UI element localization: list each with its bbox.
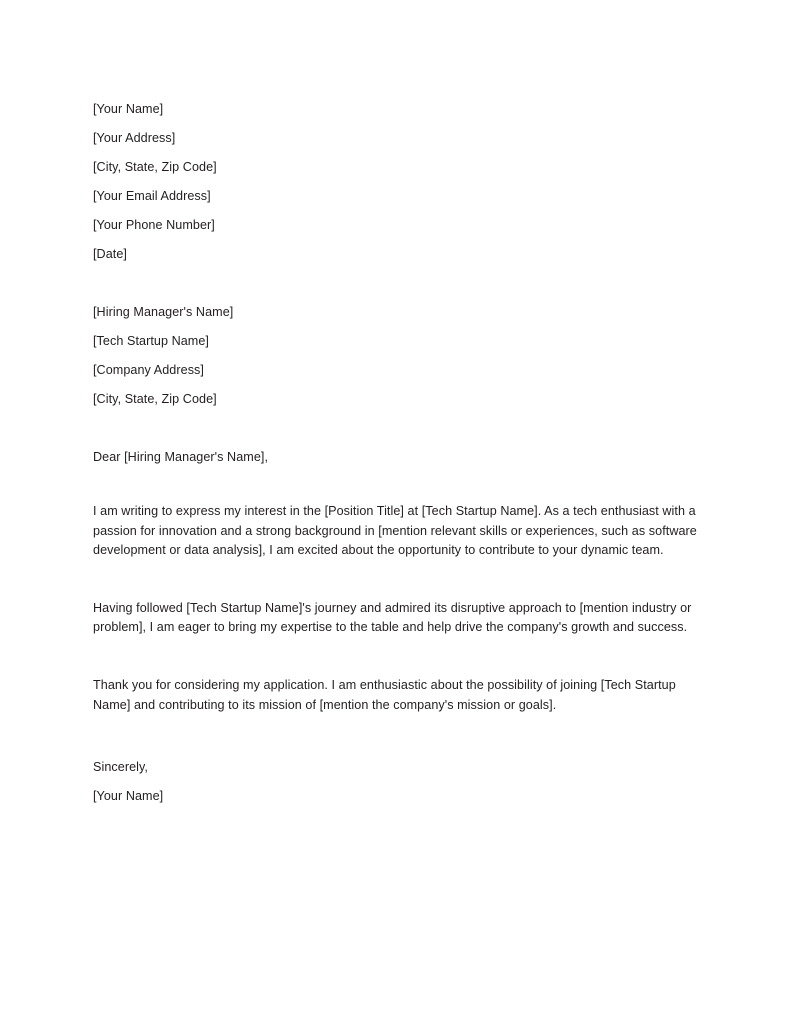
sender-phone: [Your Phone Number] bbox=[93, 218, 215, 232]
letter-date: [Date] bbox=[93, 247, 127, 261]
salutation-block bbox=[93, 443, 706, 472]
body-paragraph-2-block bbox=[93, 599, 706, 638]
sender-street-address: [Your Address] bbox=[93, 131, 176, 145]
body-paragraph-3: Thank you for considering my application. I am enthusiastic about the possibility of joining [Tech Startup Name] and contributing to its mission of [mention the company's mission or goals]. bbox=[93, 677, 676, 712]
body-paragraph-3-block bbox=[93, 676, 706, 715]
recipient-company-name: [Tech Startup Name] bbox=[93, 334, 209, 348]
sender-email: [Your Email Address] bbox=[93, 189, 211, 203]
recipient-company-address: [Company Address] bbox=[93, 363, 204, 377]
sender-name: [Your Name] bbox=[93, 102, 164, 116]
sender-city-state-zip: [City, State, Zip Code] bbox=[93, 160, 217, 174]
closing-signature-name: [Your Name] bbox=[93, 789, 164, 804]
recipient-city-state-zip: [City, State, Zip Code] bbox=[93, 392, 217, 406]
closing-valediction: Sincerely, bbox=[93, 760, 148, 775]
recipient-address-block bbox=[93, 298, 706, 414]
closing-block bbox=[93, 753, 706, 811]
body-paragraph-1-block bbox=[93, 502, 706, 561]
sender-address-block bbox=[93, 95, 706, 269]
body-paragraph-1: I am writing to express my interest in the [Position Title] at [Tech Startup Name]. As a tech enthusiast with a passion for innovation and a strong background in [mention relevant skills or experiences, such as software development or data analysis], I am excited about the opportunity to contribute to your dynamic team. bbox=[93, 504, 697, 558]
body-paragraph-2: Having followed [Tech Startup Name]'s journey and admired its disruptive approach to [mention industry or problem], I am eager to bring my expertise to the table and help drive the company's growth and success. bbox=[93, 600, 692, 635]
recipient-manager-name: [Hiring Manager's Name] bbox=[93, 305, 234, 319]
salutation: Dear [Hiring Manager's Name], bbox=[93, 450, 269, 464]
letter-body bbox=[93, 95, 706, 811]
